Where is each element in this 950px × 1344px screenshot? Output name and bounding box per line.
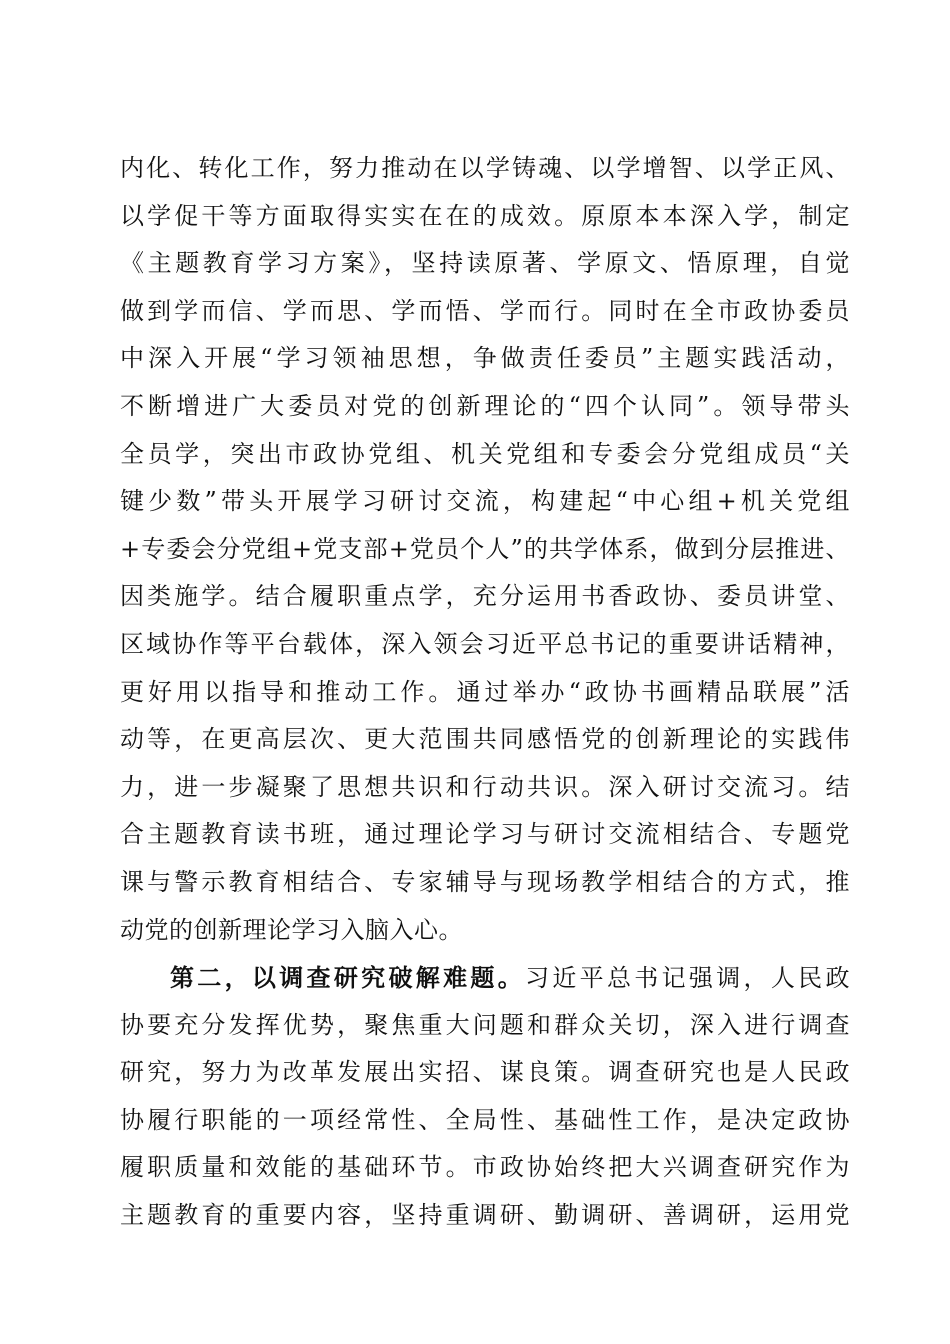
paragraph-line: 不断增进广大委员对党的创新理论的“四个认同”。领导带头	[120, 391, 850, 420]
paragraph-1	[120, 145, 850, 954]
paragraph-line: 合主题教育读书班，通过理论学习与研讨交流相结合、专题党	[120, 820, 850, 849]
paragraph-line: 课与警示教育相结合、专家辅导与现场教学相结合的方式，推	[120, 867, 850, 896]
paragraph-line: 更好用以指导和推动工作。通过举办“政协书画精品联展”活	[120, 677, 850, 706]
paragraph-line: 中深入开展“学习领袖思想，争做责任委员”主题实践活动，	[120, 344, 850, 373]
paragraph-line: 履职质量和效能的基础环节。市政协始终把大兴调查研究作为	[120, 1153, 850, 1182]
document-body	[120, 145, 850, 1240]
paragraph-heading: 第二，以调查研究破解难题。	[170, 963, 526, 993]
paragraph-line: 《主题教育学习方案》，坚持读原著、学原文、悟原理，自觉	[120, 249, 850, 278]
paragraph-line: 内化、转化工作，努力推动在以学铸魂、以学增智、以学正风、	[120, 154, 850, 182]
paragraph-first-line	[120, 954, 850, 1002]
paragraph-2	[120, 954, 850, 1240]
paragraph-line: 做到学而信、学而思、学而悟、学而行。同时在全市政协委员	[120, 296, 850, 325]
paragraph-line: 因类施学。结合履职重点学，充分运用书香政协、委员讲堂、	[120, 582, 850, 611]
paragraph-line: 动等，在更高层次、更大范围共同感悟党的创新理论的实践伟	[120, 725, 850, 754]
paragraph-line: 键少数”带头开展学习研讨交流，构建起“中心组+机关党组	[120, 487, 850, 516]
paragraph-line: 动党的创新理论学习入脑入心。	[120, 915, 463, 944]
paragraph-line: +专委会分党组+党支部+党员个人”的共学体系，做到分层推进、	[120, 534, 850, 563]
paragraph-line: 协履行职能的一项经常性、全局性、基础性工作，是决定政协	[120, 1105, 850, 1134]
paragraph-line: 以学促干等方面取得实实在在的成效。原原本本深入学，制定	[120, 201, 850, 230]
paragraph-line: 区域协作等平台载体，深入领会习近平总书记的重要讲话精神，	[120, 629, 850, 658]
paragraph-line: 协要充分发挥优势，聚焦重大问题和群众关切，深入进行调查	[120, 1010, 850, 1039]
paragraph-line: 力，进一步凝聚了思想共识和行动共识。深入研讨交流习。结	[120, 772, 850, 801]
paragraph-line: 主题教育的重要内容，坚持重调研、勤调研、善调研，运用党	[120, 1201, 850, 1230]
paragraph-line-rest: 习近平总书记强调，人民政	[525, 964, 850, 993]
paragraph-line: 研究，努力为改革发展出实招、谋良策。调查研究也是人民政	[120, 1058, 850, 1087]
paragraph-line: 全员学，突出市政协党组、机关党组和专委会分党组成员“关	[120, 439, 850, 468]
